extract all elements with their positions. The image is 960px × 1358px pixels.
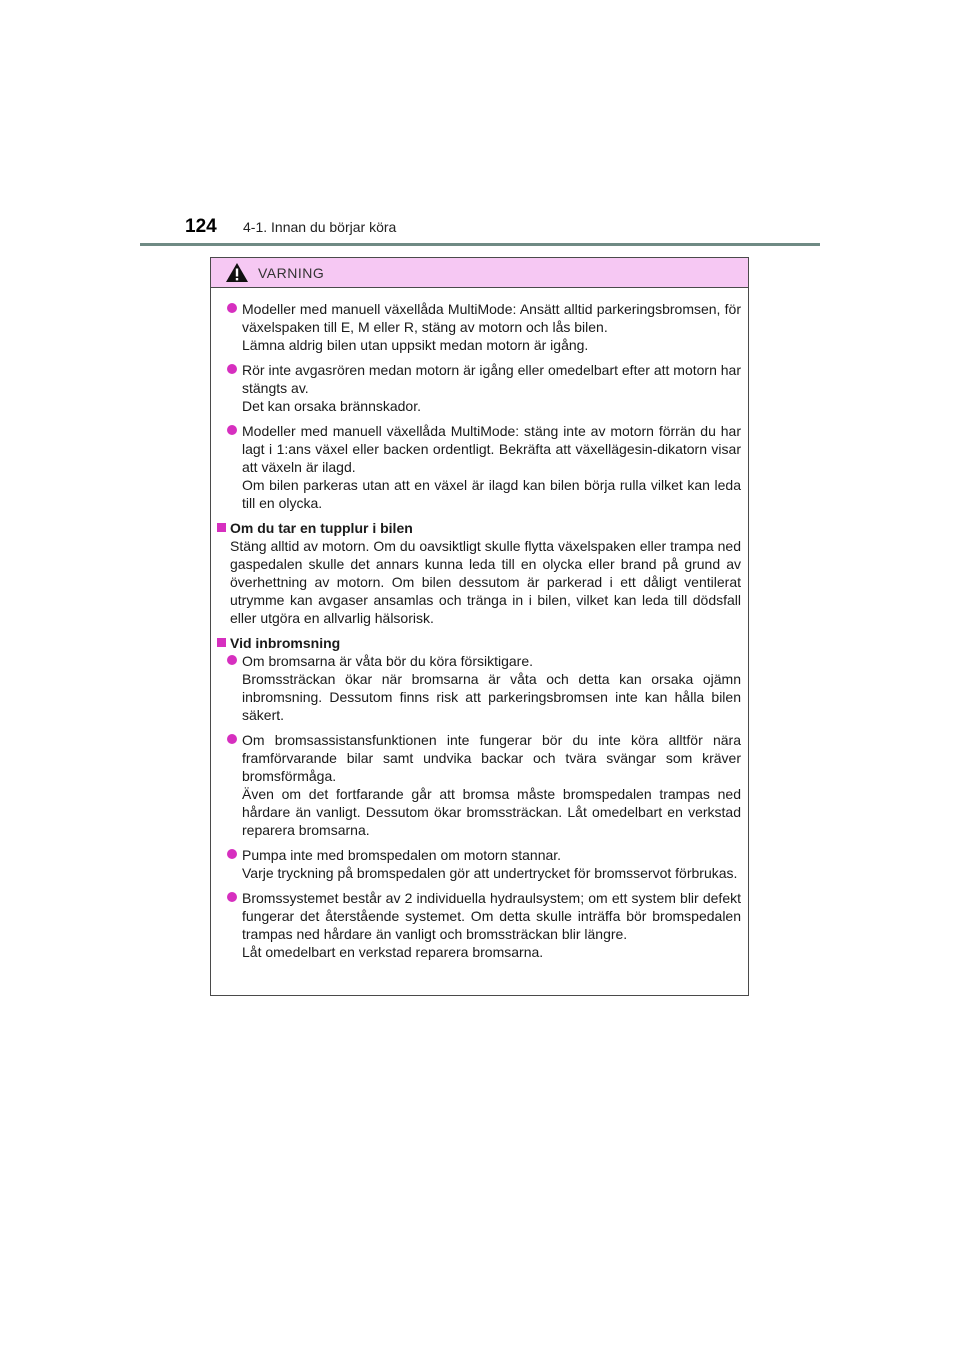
- section-nap-in-car: [217, 519, 741, 627]
- bullet-dot-icon: [227, 849, 237, 859]
- warning-item-exhaust-pipes: [217, 361, 741, 415]
- item-text: Lämna aldrig bilen utan uppsikt medan motorn är igång.: [242, 337, 589, 353]
- warning-item-multimode-gear: [217, 422, 741, 512]
- bullet-dot-icon: [227, 425, 237, 435]
- bullet-dot-icon: [227, 655, 237, 665]
- section-heading: [217, 519, 741, 537]
- item-text: Om bromsassistansfunktionen inte fungerar bör du inte köra alltför nära framförvarande bilar samt undvika backar och tvära svängar som kräver bromsförmåga.: [242, 732, 741, 784]
- bullet-dot-icon: [227, 734, 237, 744]
- bullet-dot-icon: [227, 892, 237, 902]
- braking-item-hydraulic-systems: [217, 889, 741, 961]
- warning-triangle-icon: [225, 262, 249, 283]
- item-text: Modeller med manuell växellåda MultiMode: stäng inte av motorn förrän du har lagt i 1:ans växel eller backen ordentligt. Bekräfta att växellägesin-dikatorn visar att växeln är ilagd.: [242, 423, 741, 475]
- warning-box: [210, 257, 749, 996]
- braking-item-pumping: [217, 846, 741, 882]
- item-text: Modeller med manuell växellåda MultiMode: Ansätt alltid parkeringsbromsen, för växelspaken till E, M eller R, stäng av motorn och lås bilen.: [242, 301, 741, 335]
- item-text: Pumpa inte med bromspedalen om motorn stannar.: [242, 847, 562, 863]
- item-text: Bromssystemet består av 2 individuella hydraulsystem; om ett system blir defekt fungerar det återstående systemet. Om detta skulle inträffa bör bromspedalen trampas ned hårdare än vanligt och bromssträckan blir längre.: [242, 890, 741, 942]
- item-text: Rör inte avgasrören medan motorn är igång eller omedelbart efter att motorn har stängts av.: [242, 362, 741, 396]
- section-title: 4-1. Innan du börjar köra: [243, 219, 397, 235]
- section-heading-text: Om du tar en tupplur i bilen: [230, 520, 413, 536]
- section-heading-text: Vid inbromsning: [230, 635, 341, 651]
- warning-title: VARNING: [258, 264, 325, 281]
- braking-item-wet-brakes: [217, 652, 741, 724]
- item-text: Bromssträckan ökar när bromsarna är våta och detta kan orsaka ojämn inbromsning. Dessutom finns risk att parkeringsbromsen inte kan hålla bilen säkert.: [242, 671, 741, 723]
- braking-item-brake-assist: [217, 731, 741, 839]
- bullet-square-icon: [217, 638, 226, 647]
- item-text: Varje tryckning på bromspedalen gör att undertrycket för bromsservot förbrukas.: [242, 865, 738, 881]
- section-heading: [217, 634, 741, 652]
- page-header: [185, 216, 396, 238]
- item-text: Det kan orsaka brännskador.: [242, 398, 421, 414]
- item-text: Om bilen parkeras utan att en växel är ilagd kan bilen börja rulla vilket kan leda till en olycka.: [242, 477, 741, 511]
- section-braking: [217, 634, 741, 961]
- warning-item-multimode-parking: [217, 300, 741, 354]
- section-text: Stäng alltid av motorn. Om du oavsiktligt skulle flytta växelspaken eller trampa ned gaspedalen skulle det annars kunna leda till en olycka eller brand på grund av överhettning av motorn. Om bilen dessutom är parkerad i ett dåligt ventilerat utrymme kan avgaser ansamlas och tränga in i bilen, vilket kan leda till dödsfall eller utgöra en allvarlig hälsorisk.: [230, 538, 741, 626]
- item-text: Även om det fortfarande går att bromsa måste bromspedalen trampas ned hårdare än vanligt. Dessutom ökar bromssträckan. Låt omedelbart en verkstad reparera bromsarna.: [242, 786, 741, 838]
- bullet-dot-icon: [227, 303, 237, 313]
- bullet-dot-icon: [227, 364, 237, 374]
- header-divider: [140, 243, 820, 246]
- item-text: Om bromsarna är våta bör du köra försiktigare.: [242, 653, 534, 669]
- item-text: Låt omedelbart en verkstad reparera bromsarna.: [242, 944, 544, 960]
- page-number: 124: [185, 216, 217, 237]
- bullet-square-icon: [217, 523, 226, 532]
- warning-body: [211, 288, 748, 961]
- warning-header: [211, 258, 748, 288]
